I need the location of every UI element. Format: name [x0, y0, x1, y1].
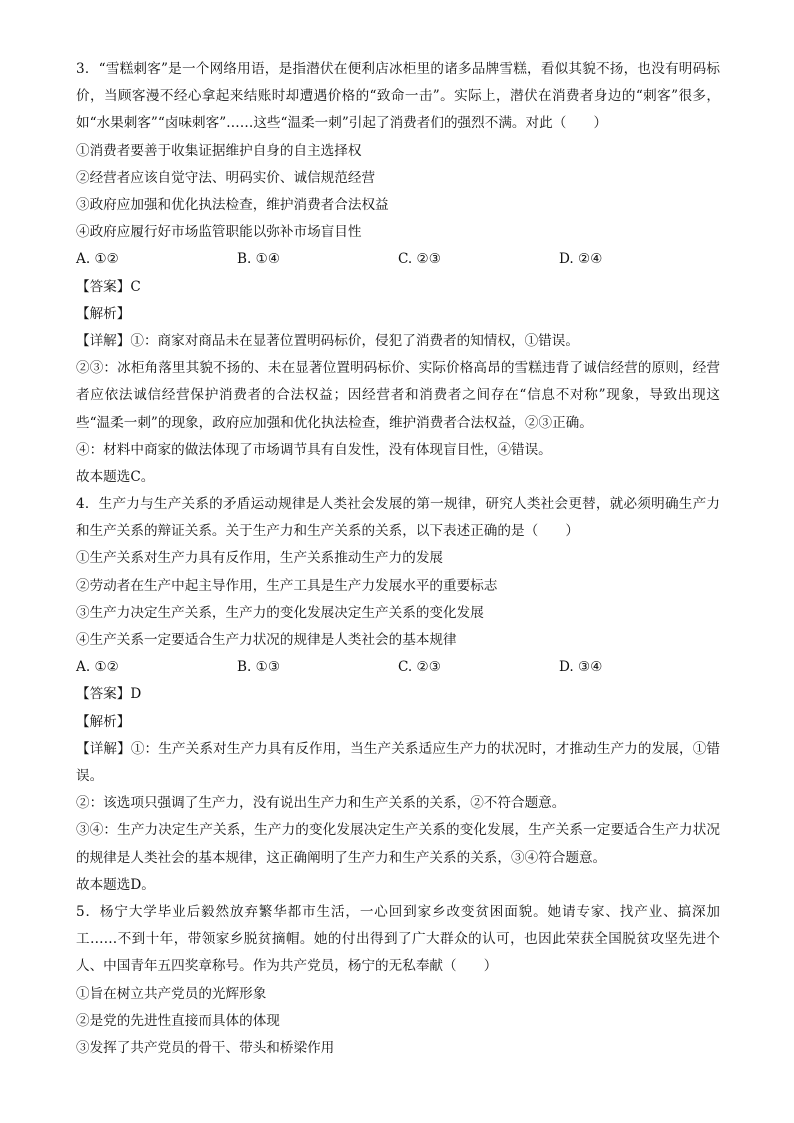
q3-option-a: A. ①②	[76, 251, 119, 268]
question-3-stem: 3．“雪糕刺客”是一个网络用语，是指潜伏在便利店冰柜里的诸多品牌雪糕，看似其貌不扬，也没有明码标价，当顾客漫不经心拿起来结账时却遭遇价格的“致命一击”。实际上，潜伏在消费者身边的“刺客”很多，如“水果刺客”“卤味刺客”……这些“温柔一刺”引起了消费者们的强烈不满。对此（ ）	[76, 61, 720, 132]
q4-item-1: ①生产关系对生产力具有反作用，生产关系推动生产力的发展	[76, 550, 444, 567]
question-4-stem: 4．生产力与生产关系的矛盾运动规律是人类社会发展的第一规律，研究人类社会更替，就必须明确生产力和生产关系的辩证关系。关于生产力和生产关系的关系，以下表述正确的是（ ）	[76, 496, 720, 540]
q5-item-2: ②是党的先进性直接而具体的体现	[76, 1012, 280, 1029]
q3-option-d: D. ②④	[559, 251, 603, 268]
q4-option-d: D. ③④	[559, 659, 603, 676]
q4-conclusion: 故本题选D。	[76, 876, 155, 893]
page-content	[76, 56, 720, 1062]
q3-detail-3: ④：材料中商家的做法体现了市场调节具有自发性，没有体现盲目性，④错误。	[76, 441, 552, 458]
q3-item-3: ③政府应加强和优化执法检查，维护消费者合法权益	[76, 196, 389, 213]
q4-option-c: C. ②③	[398, 659, 441, 676]
q3-analysis-label: 【解析】	[76, 305, 131, 322]
q4-options	[76, 654, 720, 681]
q3-item-4: ④政府应履行好市场监管职能以弥补市场盲目性	[76, 224, 362, 241]
q4-detail-3: ③④：生产力决定生产关系，生产力的变化发展决定生产关系的变化发展，生产关系一定要适合生产力状况的规律是人类社会的基本规律，这正确阐明了生产力和生产关系的关系，③④符合题意。	[76, 822, 720, 866]
q3-detail-1: 【详解】①：商家对商品未在显著位置明码标价，侵犯了消费者的知情权，①错误。	[76, 332, 579, 349]
q4-item-4: ④生产关系一定要适合生产力状况的规律是人类社会的基本规律	[76, 632, 457, 649]
q4-answer: 【答案】D	[76, 686, 142, 703]
q3-option-b: B. ①④	[237, 251, 281, 268]
q4-item-3: ③生产力决定生产关系，生产力的变化发展决定生产关系的变化发展	[76, 604, 484, 621]
q4-item-2: ②劳动者在生产中起主导作用，生产工具是生产力发展水平的重要标志	[76, 577, 498, 594]
q4-detail-2: ②：该选项只强调了生产力，没有说出生产力和生产关系的关系，②不符合题意。	[76, 795, 566, 812]
q5-item-3: ③发挥了共产党员的骨干、带头和桥梁作用	[76, 1039, 335, 1056]
q3-detail-2: ②③：冰柜角落里其貌不扬的、未在显著位置明码标价、实际价格高昂的雪糕违背了诚信经营的原则，经营者应依法诚信经营保护消费者的合法权益；因经营者和消费者之间存在“信息不对称”现象，导致出现这些“温柔一刺”的现象，政府应加强和优化执法检查，维护消费者合法权益，②③正确。	[76, 360, 720, 431]
q4-analysis-label: 【解析】	[76, 713, 131, 730]
question-5-stem: 5．杨宁大学毕业后毅然放弃繁华都市生活，一心回到家乡改变贫困面貌。她请专家、找产业、搞深加工……不到十年，带领家乡脱贫摘帽。她的付出得到了广大群众的认可，也因此荣获全国脱贫攻坚先进个人、中国青年五四奖章称号。作为共产党员，杨宁的无私奉献（ ）	[76, 903, 720, 975]
q3-options	[76, 246, 720, 273]
q3-answer: 【答案】C	[76, 278, 141, 295]
q4-option-b: B. ①③	[237, 659, 281, 676]
q3-option-c: C. ②③	[398, 251, 441, 268]
q3-conclusion: 故本题选C。	[76, 468, 155, 485]
q4-detail-1: 【详解】①：生产关系对生产力具有反作用，当生产关系适应生产力的状况时，才推动生产力的发展，①错误。	[76, 740, 720, 784]
q4-option-a: A. ①②	[76, 659, 119, 676]
q3-item-2: ②经营者应该自觉守法、明码实价、诚信规范经营	[76, 169, 376, 186]
q5-item-1: ①旨在树立共产党员的光辉形象	[76, 985, 267, 1002]
q3-item-1: ①消费者要善于收集证据维护自身的自主选择权	[76, 142, 362, 159]
